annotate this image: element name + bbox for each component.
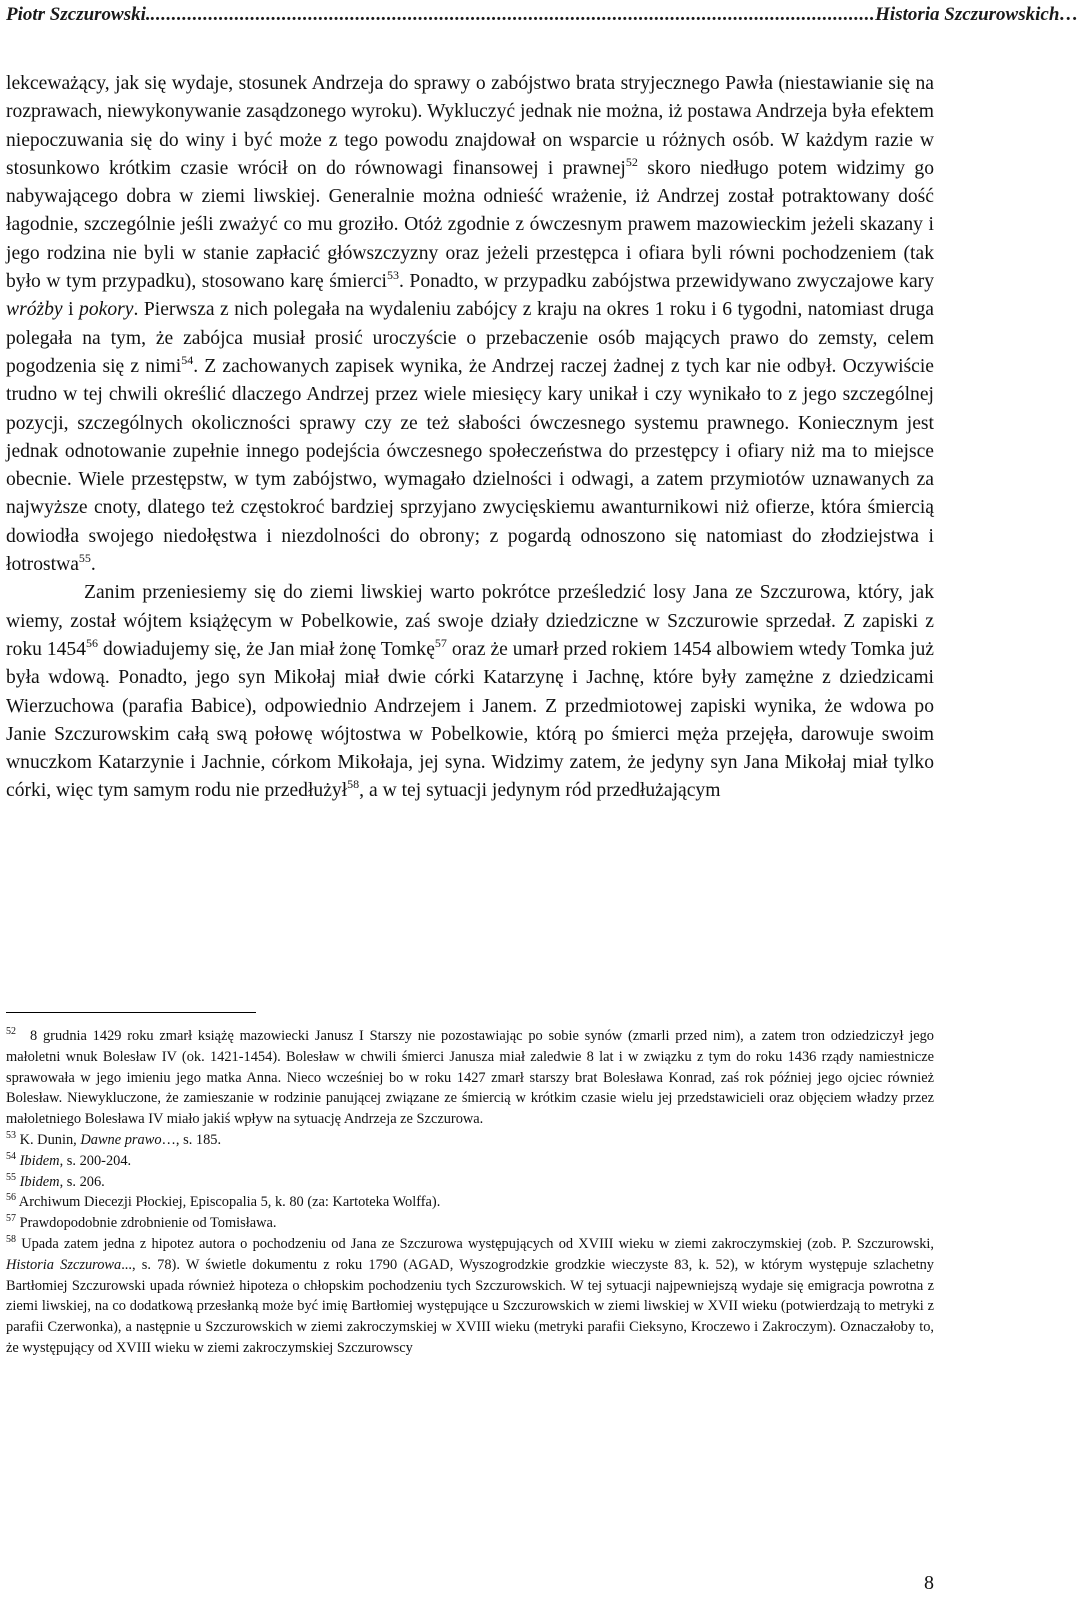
main-text <box>6 70 934 806</box>
footnote-number: 54 <box>6 1150 16 1162</box>
footnote-text: Prawdopodobnie zdrobnienie od Tomisława. <box>16 1215 277 1232</box>
text-run: . <box>90 554 96 576</box>
footnote-ref-55[interactable]: 55 <box>78 551 91 566</box>
footnote-text: …, s. 185. <box>161 1131 222 1148</box>
footnote-text: Archiwum Diecezji Płockiej, Episcopalia 5, k. 80 (za: Kartoteka Wolffa). <box>16 1194 441 1211</box>
footnote-text: 8 grudnia 1429 roku zmarł książę mazowiecki Janusz I Starszy nie pozostawiając po sobie synów (zmarli przed nim), a zatem tron odziedziczył jego małoletni wnuk Bolesław IV (ok. 1421-1454). Bolesław w chwili śmierci Janusza miał zaledwie 8 lat i w związku z tym do roku 1436 rządy namiestnicze sprawowała w jego imieniu jego matka Anna. Nieco wcześniej bo w roku 1427 zmarł starszy brat Bolesława Konrad, zaś rok później jego ojciec również Bolesław. Niewykluczone, że zamieszanie w rodzinie panującej związane ze śmiercią w krótkim czasie wielu jej przedstawicieli oraz objęciem władzy przez małoletniego Bolesława IV miało jakiś wpływ na sytuację Andrzeja ze Szczurowa. <box>6 1028 934 1128</box>
footnote-number: 55 <box>6 1171 16 1183</box>
footnote-number: 52 <box>6 1026 16 1037</box>
footnote-separator <box>6 1012 256 1013</box>
footnote-text: K. Dunin, <box>16 1131 81 1148</box>
footnote-number: 58 <box>6 1233 16 1245</box>
running-header <box>6 4 1078 26</box>
footnote-52 <box>6 1026 934 1130</box>
text-run: skoro niedługo potem widzimy go nabywającego dobra w ziemi liwskiej. Generalnie można odnieść wrażenie, iż Andrzej został potraktowany dość łagodnie, szczególnie jeśli zważyć co mu groziło. Otóż zgodnie z ówczesnym prawem mazowieckim jeżeli skazany i jego rodzina nie byli w stanie zapłacić główszczyzny oraz jeżeli przestępca i ofiara byli równi pochodzeniem (tak było w tym przypadku), stosowano karę śmierci <box>6 157 934 293</box>
italic-term-wrozby: wróżby <box>6 299 63 321</box>
paragraph-1 <box>6 70 934 579</box>
footnote-ref-53[interactable]: 53 <box>386 268 399 283</box>
footnote-text: Upada zatem jedna z hipotez autora o pochodzeniu od Jana ze Szczurowa występujących od XVIII wieku w ziemi zakroczymskiej (zob. P. Szczurowski, <box>16 1235 934 1252</box>
footnote-text: ..., s. 78). W świetle dokumentu z roku 1790 (AGAD, Wyszogrodzkie grodzkie wieczyste 83, k. 52), w którym występuje szlachetny Bartłomiej Szczurowski upada również hipoteza o chłopskim pochodzeniu tych Szczurowskich. W tej sytuacji najpewniejszą wydaje się emigracja powrotna z ziemi liwskiej, na co dodatkową przesłanką może być imię Bartłomiej występujące u Szczurowskich w ziemi liwskiej w XVII wieku (potwierdzają to metryki z parafii Czerwonka), a następnie u Szczurowskich w ziemi zakroczymskiej w XVIII wieku (metryki parafii Cieksyno, Kroczewo i Zakroczym). Oznaczałoby to, że występujący od XVIII wieku w ziemi zakroczymskiej Szczurowscy <box>6 1256 934 1356</box>
footnote-text: , s. 200-204. <box>59 1152 132 1169</box>
footnote-55 <box>6 1172 934 1193</box>
text-run: i <box>62 299 80 321</box>
page-number: 8 <box>924 1572 934 1594</box>
header-leader-dots: .......................................................................................................................................... <box>150 4 876 25</box>
footnote-italic-title: Ibidem <box>19 1173 60 1190</box>
footnote-italic-title: Ibidem <box>19 1152 60 1169</box>
footnote-58 <box>6 1234 934 1359</box>
footnote-ref-54[interactable]: 54 <box>181 352 194 367</box>
footnote-number: 53 <box>6 1129 16 1141</box>
paragraph-2 <box>6 579 934 805</box>
header-title: Historia Szczurowskich… <box>875 4 1078 25</box>
text-run: Zanim przeniesiemy się do ziemi liwskiej warto pokrótce prześledzić losy Jana ze Szczurowa, który, jak wiemy, został wójtem książęcym w Pobelkowie, zaś swoje działy dziedziczne w Szczurowie sprzedał. Z zapiski z roku 1454 <box>6 582 934 660</box>
footnote-number: 56 <box>6 1192 16 1204</box>
text-run: lekceważący, jak się wydaje, stosunek Andrzeja do sprawy o zabójstwo brata stryjecznego Pawła (niestawianie się na rozprawach, niewykonywanie zasądzonego wyroku). Wykluczyć jednak nie można, iż postawa Andrzeja była efektem niepoczuwania się do winy i być może z tego powodu znajdował on wsparcie u różnych osób. W każdym razie w stosunkowo krótkim czasie wrócił on do równowagi finansowej i prawnej <box>6 73 934 179</box>
footnote-53 <box>6 1130 934 1151</box>
footnote-text: , s. 206. <box>59 1173 105 1190</box>
footnote-ref-52[interactable]: 52 <box>625 154 638 169</box>
text-run: oraz że umarł przed rokiem 1454 albowiem wtedy Tomka już była wdową. Ponadto, jego syn Mikołaj miał dwie córki Katarzynę i Jachnę, które były zamężne z dziedzicami Wierzuchowa (parafia Babice), odpowiednio Andrzejem i Janem. Z przedmiotowej zapiski wynika, że wdowa po Janie Szczurowskim całą swą połowę wójtostwa w Pobelkowie, którą po śmierci męża przejęła, darowuje swoim wnuczkom Katarzynie i Jachnie, córkom Mikołaja, jej syna. Widzimy zatem, że jedyny syn Jana Mikołaj miał tylko córki, więc tym samym rodu nie przedłużył <box>6 638 934 802</box>
text-run: , a w tej sytuacji jedynym ród przedłużającym <box>359 780 721 802</box>
footnote-54 <box>6 1151 934 1172</box>
footnote-italic-title: Historia Szczurowa <box>6 1256 122 1273</box>
footnote-number: 57 <box>6 1213 16 1225</box>
text-run: dowiadujemy się, że Jan miał żonę Tomkę <box>98 638 435 660</box>
footnote-56 <box>6 1192 934 1213</box>
footnote-italic-title: Dawne prawo <box>80 1131 162 1148</box>
footnote-57 <box>6 1213 934 1234</box>
text-run: . Ponadto, w przypadku zabójstwa przewidywano zwyczajowe kary <box>398 271 934 293</box>
footnote-ref-57[interactable]: 57 <box>434 635 447 650</box>
footnote-ref-58[interactable]: 58 <box>347 777 360 792</box>
header-author: Piotr Szczurowski. <box>6 4 151 25</box>
footnote-ref-56[interactable]: 56 <box>86 635 99 650</box>
text-run: . Z zachowanych zapisek wynika, że Andrzej raczej żadnej z tych kar nie odbył. Oczywiście trudno w tej chwili określić dlaczego Andrzej przez wiele miesięcy kary unikał i czy wynikało to z jego szczególnej pozycji, szczególnych okoliczności sprawy czy ze też słabości ówczesnego systemu prawnego. Koniecznym jest jednak odnotowanie zupełnie innego podejścia ówczesnego społeczeństwa do przestępcy i ofiary niż ma to miejsce obecnie. Wiele przestępstw, w tym zabójstwo, wymagało dzielności i odwagi, a zatem przymiotów uznawanych za najwyższe cnoty, dlatego też częstokroć bardziej sprzyjano zwycięskiemu awanturnikowi niż ofierze, która śmiercią dowiodła swojego niedołęstwa i niezdolności do obrony; z pogardą odnoszono się natomiast do złodziejstwa i łotrostwa <box>6 355 934 576</box>
footnotes <box>6 1026 934 1359</box>
italic-term-pokory: pokory <box>79 299 134 321</box>
text-run: . Pierwsza z nich polegała na wydaleniu zabójcy z kraju na okres 1 roku i 6 tygodni, natomiast druga polegała na tym, że zabójca musiał prosić uroczyście o przebaczenie osób mających prawo do zemsty, celem pogodzenia się z nimi <box>6 299 935 377</box>
